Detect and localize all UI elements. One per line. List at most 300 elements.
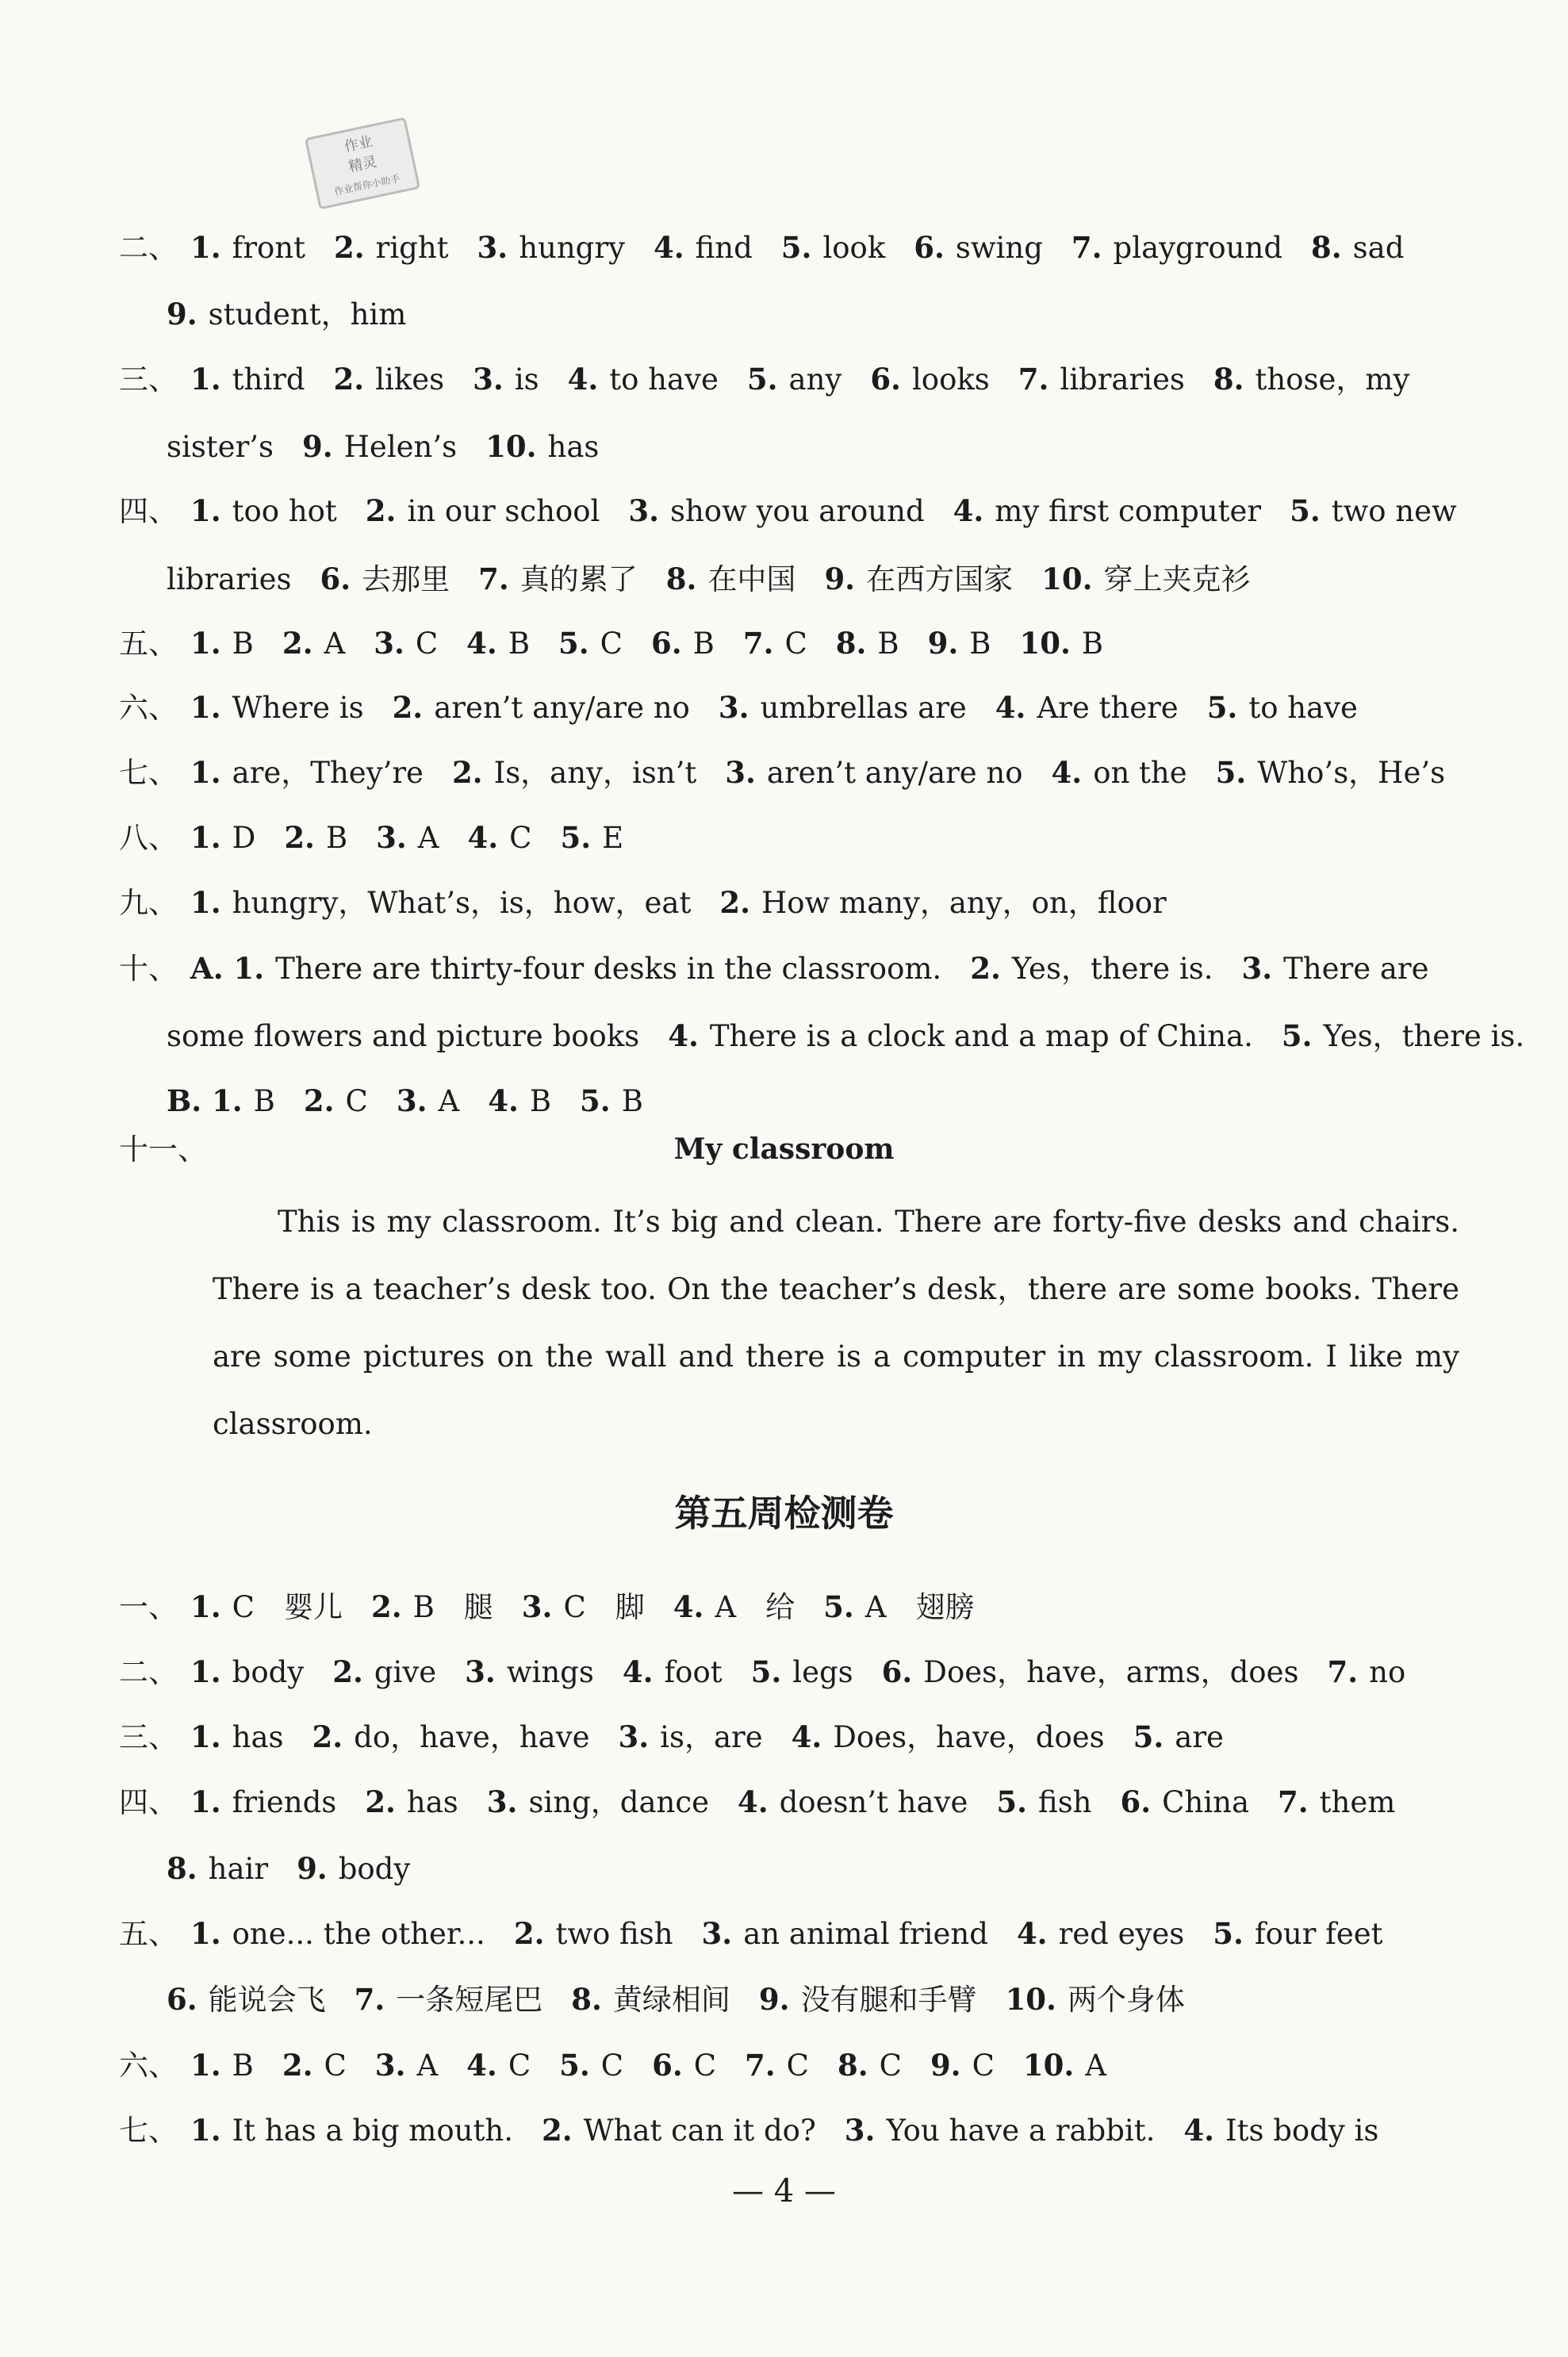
answer-item: [823, 1586, 974, 1628]
answer-line: [167, 1015, 1524, 1057]
answer-text: B 腿: [412, 1590, 493, 1624]
answer-item: [190, 490, 337, 532]
answer-item: [282, 623, 345, 665]
question-number: 3.: [701, 1916, 733, 1951]
answer-item: [376, 817, 439, 859]
question-number: 5.: [559, 2048, 590, 2083]
week5-answer-line: [119, 2045, 1106, 2087]
answer-text: is，are: [660, 1720, 763, 1754]
answer-text: student，him: [208, 297, 407, 332]
answer-line: [119, 817, 623, 859]
question-number: 7.: [1327, 1654, 1359, 1689]
question-number: 6.: [167, 1982, 197, 2017]
question-number: 1.: [190, 1654, 221, 1689]
answer-text: libraries: [1060, 362, 1185, 397]
answer-text: Does，have，arms，does: [923, 1655, 1299, 1689]
question-number: 2.: [370, 1589, 402, 1624]
question-number: 3.: [844, 2113, 876, 2148]
answer-item: [190, 1913, 485, 1955]
answer-item: [465, 1651, 594, 1693]
answer-text: two new: [1331, 494, 1457, 528]
answer-item: [751, 1651, 853, 1693]
answer-text: doesn’t have: [779, 1785, 968, 1819]
answer-item: [473, 358, 539, 400]
answer-text: Yes，there is.: [1011, 952, 1213, 986]
answer-text: 穿上夹克衫: [1103, 562, 1251, 596]
question-number: 2.: [513, 1916, 545, 1951]
answer-text: sister’s: [167, 430, 274, 464]
question-number: 3.: [396, 1083, 427, 1118]
question-number: 9.: [297, 1851, 328, 1886]
answer-text: A 给: [715, 1590, 796, 1624]
answer-text: looks: [911, 362, 990, 397]
answer-text: 没有腿和手臂: [800, 1983, 977, 2017]
question-number: 1.: [190, 1784, 221, 1819]
question-number: 3.: [1241, 951, 1273, 986]
answer-text: B: [1081, 627, 1104, 661]
answer-item: [167, 1848, 268, 1890]
answer-text: China: [1162, 1785, 1250, 1819]
answer-item: [792, 1716, 1105, 1758]
section-number: 三、: [119, 1720, 178, 1754]
answer-item: [738, 1781, 968, 1823]
answer-text: B: [529, 1084, 552, 1118]
section-number: 七、: [119, 2114, 178, 2148]
question-number: 4.: [488, 1083, 519, 1118]
answer-item: [719, 882, 1166, 924]
question-number: 7.: [1018, 362, 1049, 397]
answer-text: body: [338, 1852, 411, 1886]
answer-item: [334, 227, 449, 269]
answer-item: [190, 1716, 284, 1758]
section-number: 五、: [119, 627, 178, 661]
question-number: 4.: [653, 230, 684, 265]
answer-item: [838, 2045, 902, 2087]
answer-item: [190, 1586, 343, 1628]
answer-text: hungry，What’s，is，how，eat: [232, 886, 692, 920]
answer-text: You have a rabbit.: [886, 2114, 1156, 2148]
answer-text: two fish: [555, 1917, 673, 1951]
answer-item: [580, 1080, 643, 1122]
answer-text: What can it do?: [583, 2114, 816, 2148]
question-number: 8.: [665, 561, 697, 596]
answer-item: [365, 1781, 458, 1823]
section-number: 七、: [119, 756, 178, 790]
question-number: 5.: [1133, 1719, 1164, 1754]
answer-item: [668, 1015, 1253, 1057]
answer-item: [167, 1080, 275, 1122]
question-number: 2.: [365, 1784, 396, 1819]
answer-text: B: [253, 1084, 275, 1118]
answer-line: [119, 358, 1409, 400]
question-number: 6.: [650, 626, 682, 661]
question-number: 3.: [477, 230, 508, 265]
answer-item: [190, 882, 691, 924]
answer-line: [119, 882, 1167, 924]
section-number: 六、: [119, 691, 178, 725]
answer-text: sing，dance: [528, 1785, 709, 1819]
question-number: 4.: [567, 362, 599, 397]
answer-item: [190, 817, 255, 859]
question-number: 2.: [719, 885, 751, 920]
question-number: 8.: [835, 626, 867, 661]
question-number: 3.: [486, 1784, 518, 1819]
question-number: 1.: [190, 493, 221, 528]
answer-item: [190, 752, 424, 794]
question-number: 4.: [466, 626, 497, 661]
answer-text: legs: [792, 1655, 853, 1689]
question-number: 1.: [190, 885, 221, 920]
answer-item: [673, 1586, 795, 1628]
answer-text: B: [969, 627, 991, 661]
answer-item: [1018, 358, 1185, 400]
answer-item: [190, 948, 941, 990]
answer-text: too hot: [232, 494, 337, 528]
answer-item: [488, 1080, 551, 1122]
question-number: 8.: [1311, 230, 1342, 265]
answer-text: Where is: [232, 691, 364, 725]
answer-text: look: [822, 231, 886, 265]
question-number: 2.: [970, 951, 1001, 986]
question-number: 9.: [302, 429, 333, 464]
answer-item: [302, 426, 457, 468]
answer-item: [725, 752, 1022, 794]
answer-line: [119, 752, 1445, 794]
answer-text: fish: [1038, 1785, 1092, 1819]
answer-text: sad: [1352, 231, 1405, 265]
question-number: 9.: [930, 2048, 961, 2083]
answer-text: C: [509, 821, 532, 855]
answer-text: B: [692, 627, 715, 661]
answer-text: A 翅膀: [865, 1590, 975, 1624]
question-number: 6.: [320, 561, 351, 596]
answer-item: [1241, 948, 1428, 990]
answer-text: E: [602, 821, 624, 855]
answer-text: find: [695, 231, 753, 265]
question-number: 7.: [478, 561, 509, 596]
answer-text: are，They’re: [232, 756, 424, 790]
question-number: 7.: [745, 2048, 776, 2083]
answer-text: It has a big mouth.: [232, 2114, 513, 2148]
question-number: 4.: [622, 1654, 654, 1689]
question-number: 10.: [1041, 561, 1093, 596]
answer-text: Yes，there is.: [1323, 1019, 1525, 1053]
answer-text: body: [232, 1655, 305, 1689]
answer-item: [190, 2110, 513, 2152]
question-number: 5.: [1281, 1018, 1313, 1053]
question-number: 10.: [1022, 2048, 1075, 2083]
question-number: 5.: [1215, 755, 1247, 790]
question-number: 2.: [451, 755, 483, 790]
answer-text: are: [1175, 1720, 1224, 1754]
answer-line: [119, 623, 1103, 665]
question-number: 5.: [560, 820, 592, 855]
question-number: 1.: [190, 1916, 221, 1951]
answer-text: 在中国: [707, 562, 796, 596]
question-number: 9.: [758, 1982, 790, 2017]
question-number: B. 1.: [167, 1083, 243, 1118]
answer-text: Are there: [1037, 691, 1179, 725]
answer-item: [468, 817, 532, 859]
answer-text: friends: [232, 1785, 337, 1819]
section-number: 六、: [119, 2048, 178, 2083]
answer-text: There is a clock and a map of China.: [709, 1019, 1253, 1053]
question-number: 5.: [1290, 493, 1321, 528]
question-number: 2.: [303, 1083, 335, 1118]
answer-text: B: [621, 1084, 643, 1118]
answer-line: [119, 687, 1358, 729]
question-number: 4.: [1051, 755, 1083, 790]
answer-item: [487, 1781, 709, 1823]
answer-item: [995, 687, 1179, 729]
answer-text: Helen’s: [343, 430, 458, 464]
question-number: 3.: [628, 493, 659, 528]
answer-text: A: [324, 627, 346, 661]
answer-item: [393, 687, 690, 729]
answer-item: [930, 2045, 995, 2087]
week5-answer-line: [119, 1781, 1395, 1823]
question-number: 10.: [1019, 626, 1071, 661]
question-number: 8.: [1213, 362, 1244, 397]
question-number: 9.: [927, 626, 959, 661]
answer-text: C: [508, 2048, 531, 2083]
answer-item: [1023, 2045, 1106, 2087]
question-number: 1.: [190, 690, 221, 725]
answer-text: do，have，have: [354, 1720, 590, 1754]
answer-item: [623, 1651, 723, 1693]
answer-line: [119, 948, 1429, 990]
question-number: 4.: [1183, 2113, 1215, 2148]
answer-item: [478, 558, 638, 600]
answer-text: C: [786, 2048, 809, 2083]
question-number: 3.: [374, 2048, 406, 2083]
answer-text: third: [232, 362, 305, 397]
answer-item: [466, 623, 530, 665]
question-number: 2.: [541, 2113, 573, 2148]
answer-item: [542, 2110, 816, 2152]
answer-item: [759, 1979, 977, 2021]
answer-text: C: [600, 627, 623, 661]
answer-item: [167, 1016, 639, 1057]
answer-text: swing: [955, 231, 1043, 265]
question-number: 6.: [881, 1654, 913, 1689]
answer-text: in our school: [407, 494, 600, 528]
week5-answer-line: [119, 1716, 1224, 1758]
answer-item: [914, 227, 1043, 269]
section-number: 五、: [119, 1917, 178, 1951]
essay-body: This is my classroom. It’s big and clean. There are forty-five desks and chairs. There is a teacher’s desk too. On the teacher’s desk，there are some books. There are some pictures on the wall and there is a computer in my classroom. I like my classroom.: [213, 1205, 1459, 1441]
answer-text: give: [374, 1655, 437, 1689]
answer-text: 一条短尾巴: [396, 1983, 543, 2017]
question-number: 7.: [1278, 1784, 1309, 1819]
question-number: 2.: [334, 230, 365, 265]
question-number: 3.: [473, 362, 504, 397]
answer-text: Is，any，isn’t: [493, 756, 697, 790]
answer-line: [167, 293, 406, 335]
question-number: 6.: [1120, 1784, 1152, 1819]
answer-line: [119, 227, 1404, 269]
answer-item: [743, 623, 807, 665]
answer-text: to have: [1248, 691, 1358, 725]
watermark-stamp: 作业 精灵 作业帮你小助手: [305, 117, 420, 209]
answer-text: 能说会飞: [208, 1983, 326, 2017]
answer-item: [167, 293, 406, 335]
answer-item: [1213, 1913, 1382, 1955]
question-number: 6.: [870, 362, 901, 397]
section-number: 二、: [119, 231, 178, 265]
week5-answer-line: [119, 1913, 1383, 1955]
question-number: 1.: [190, 2113, 221, 2148]
answer-item: [282, 2045, 347, 2087]
answer-text: C: [600, 2048, 624, 2083]
answer-item: [882, 1651, 1299, 1693]
answer-text: those，my: [1255, 362, 1410, 397]
answer-text: C: [324, 2048, 347, 2083]
answer-item: [167, 427, 274, 468]
question-number: 2.: [365, 493, 397, 528]
question-number: 1.: [190, 626, 221, 661]
answer-item: [167, 1979, 326, 2021]
question-number: 4.: [467, 820, 499, 855]
answer-item: [452, 752, 696, 794]
answer-text: wings: [506, 1655, 594, 1689]
answer-text: aren’t any/are no: [766, 756, 1023, 790]
question-number: 7.: [354, 1982, 385, 2017]
question-number: 2.: [332, 1654, 363, 1689]
section-number: 四、: [119, 1785, 178, 1819]
answer-item: [284, 817, 347, 859]
answer-item: [190, 2045, 254, 2087]
answer-text: to have: [609, 362, 719, 397]
answer-item: [824, 558, 1013, 600]
question-number: 1.: [190, 755, 221, 790]
answer-item: [375, 2045, 438, 2087]
question-number: 5.: [1213, 1916, 1244, 1951]
answer-text: A: [417, 821, 439, 855]
question-number: 8.: [571, 1982, 602, 2017]
answer-line: [119, 490, 1457, 532]
answer-item: [559, 2045, 623, 2087]
question-number: 1.: [190, 1719, 221, 1754]
answer-item: [953, 490, 1261, 532]
question-number: 4.: [995, 690, 1026, 725]
answer-text: has: [232, 1720, 284, 1754]
answer-item: [332, 1651, 436, 1693]
answer-text: umbrellas are: [760, 691, 967, 725]
answer-text: front: [232, 231, 305, 265]
answer-text: on the: [1093, 756, 1187, 790]
question-number: 1.: [190, 1589, 221, 1624]
answer-text: an animal friend: [743, 1917, 988, 1951]
answer-text: C: [784, 627, 807, 661]
answer-item: [654, 227, 753, 269]
answer-text: any: [788, 362, 842, 397]
answer-item: [1207, 687, 1358, 729]
answer-item: [836, 623, 899, 665]
answer-text: likes: [375, 362, 445, 397]
answer-line: [167, 1080, 643, 1122]
question-number: 3.: [374, 626, 404, 661]
answer-item: [397, 1080, 459, 1122]
answer-text: C 婴儿: [232, 1590, 343, 1624]
question-number: 5.: [746, 362, 778, 397]
answer-item: [466, 2045, 531, 2087]
answer-text: C 脚: [563, 1590, 645, 1624]
question-number: 5.: [750, 1654, 782, 1689]
answer-text: C: [345, 1084, 368, 1118]
answer-item: [485, 426, 599, 468]
answer-item: [702, 1913, 988, 1955]
essay-label: 十一、: [119, 1133, 207, 1167]
question-number: 2.: [282, 2048, 313, 2083]
week5-answer-line: [167, 1848, 410, 1890]
answer-item: [652, 2045, 716, 2087]
answer-text: hair: [208, 1852, 269, 1886]
answer-item: [970, 948, 1213, 990]
answer-item: [190, 1651, 304, 1693]
answer-item: [781, 227, 885, 269]
question-number: 2.: [282, 626, 313, 661]
question-number: 2.: [333, 362, 365, 397]
answer-item: [1278, 1781, 1395, 1823]
answer-item: [628, 490, 924, 532]
question-number: 1.: [190, 362, 221, 397]
answer-item: [747, 358, 842, 400]
answer-item: [1216, 752, 1445, 794]
answer-item: [320, 558, 450, 600]
question-number: 10.: [1005, 1982, 1056, 2017]
question-number: 3.: [521, 1589, 553, 1624]
question-number: 7.: [742, 626, 774, 661]
answer-item: [1290, 490, 1457, 532]
answer-item: [1133, 1716, 1224, 1758]
question-number: 6.: [652, 2048, 683, 2083]
section-number: 十、: [119, 952, 178, 986]
answer-item: [374, 623, 438, 665]
answer-text: Who’s，He’s: [1257, 756, 1446, 790]
question-number: A. 1.: [190, 951, 265, 986]
answer-item: [477, 227, 625, 269]
question-number: 3.: [465, 1654, 496, 1689]
question-number: 3.: [376, 820, 407, 855]
question-number: 4.: [466, 2048, 497, 2083]
question-number: 7.: [1071, 230, 1102, 265]
answer-item: [355, 1979, 543, 2021]
answer-item: [651, 623, 715, 665]
answer-item: [666, 558, 796, 600]
section-number: 八、: [119, 821, 178, 855]
week5-answer-line: [119, 1586, 975, 1628]
answer-item: [1017, 1913, 1184, 1955]
answer-text: 黄绿相间: [612, 1983, 730, 2017]
answer-item: [845, 2110, 1156, 2152]
answer-text: C: [415, 627, 439, 661]
answer-item: [1183, 2110, 1378, 2152]
answer-item: [560, 817, 623, 859]
answer-item: [190, 358, 305, 400]
answer-item: [1282, 1015, 1524, 1057]
answer-text: has: [406, 1785, 458, 1819]
question-number: 4.: [953, 493, 984, 528]
answer-item: [1311, 227, 1404, 269]
answer-text: aren’t any/are no: [434, 691, 690, 725]
section-number: 三、: [119, 362, 178, 397]
answer-text: There are: [1283, 952, 1429, 986]
answer-item: [304, 1080, 368, 1122]
answer-text: has: [547, 430, 600, 464]
answer-item: [190, 623, 254, 665]
section-title: 第五周检测卷: [674, 1492, 894, 1535]
